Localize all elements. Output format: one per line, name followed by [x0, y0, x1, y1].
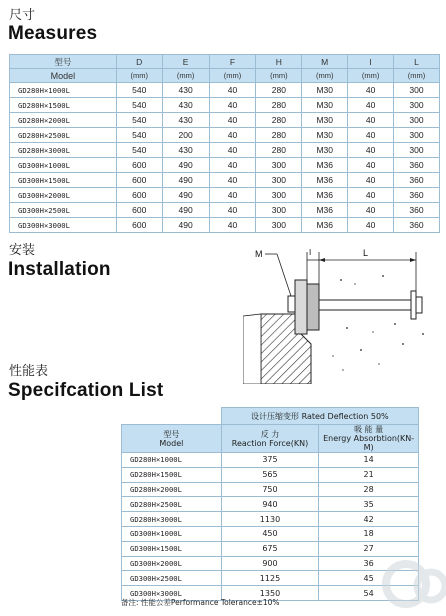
value-cell: 540: [116, 143, 162, 158]
model-cell: GD280H×2000L: [122, 482, 222, 497]
measures-unit-row: [10, 69, 440, 83]
reaction-force-cell: 565: [221, 467, 319, 482]
value-cell: 490: [162, 218, 209, 233]
concrete-aggregate: [332, 275, 424, 371]
model-cell: GD280H×2000L: [10, 113, 117, 128]
value-cell: 40: [209, 83, 256, 98]
table-row: [10, 218, 440, 233]
model-cell: GD280H×2500L: [10, 128, 117, 143]
value-cell: 300: [256, 173, 302, 188]
installation-diagram: [243, 244, 441, 384]
model-cell: GD300H×2000L: [122, 556, 222, 571]
table-row: [10, 173, 440, 188]
value-cell: 540: [116, 98, 162, 113]
value-cell: 540: [116, 83, 162, 98]
fender-flange: [295, 280, 307, 334]
value-cell: 360: [394, 203, 440, 218]
value-cell: 280: [256, 98, 302, 113]
value-cell: 430: [162, 98, 209, 113]
value-cell: 40: [348, 218, 394, 233]
value-cell: 430: [162, 83, 209, 98]
installation-title-cn: 安装: [9, 243, 36, 258]
deflection-label: 设计压缩变形 Rated Deflection 50%: [221, 408, 418, 425]
value-cell: 360: [394, 218, 440, 233]
value-cell: 40: [209, 128, 256, 143]
value-cell: 40: [209, 173, 256, 188]
model-cell: GD280H×3000L: [10, 143, 117, 158]
spec-header-model: [122, 425, 222, 453]
table-row: [122, 512, 419, 527]
table-row: [10, 188, 440, 203]
unit-cell: (mm): [348, 69, 394, 83]
model-cell: GD280H×2500L: [122, 497, 222, 512]
value-cell: 40: [209, 158, 256, 173]
energy-cell: 54: [319, 586, 419, 601]
energy-cell: 18: [319, 526, 419, 541]
label-i: I: [309, 248, 312, 257]
anchor-bolt: [319, 300, 415, 310]
energy-cell: 45: [319, 571, 419, 586]
bolt-plate: [411, 291, 416, 319]
value-cell: M36: [302, 158, 348, 173]
table-row: [10, 128, 440, 143]
value-cell: 40: [348, 203, 394, 218]
value-cell: M30: [302, 98, 348, 113]
header-en: Reaction Force(KN): [231, 438, 309, 448]
energy-cell: 28: [319, 482, 419, 497]
energy-cell: 42: [319, 512, 419, 527]
model-cell: GD300H×1500L: [122, 541, 222, 556]
header-cell: M: [302, 55, 348, 69]
value-cell: 40: [348, 158, 394, 173]
value-cell: 600: [116, 158, 162, 173]
value-cell: 490: [162, 158, 209, 173]
reaction-force-cell: 675: [221, 541, 319, 556]
reaction-force-cell: 450: [221, 526, 319, 541]
spec-title: Specifcation List: [8, 380, 164, 401]
model-cell: GD300H×3000L: [10, 218, 117, 233]
value-cell: 40: [348, 83, 394, 98]
header-cell: F: [209, 55, 256, 69]
value-cell: 300: [256, 188, 302, 203]
watermark-logo: [376, 546, 446, 616]
table-row: [10, 143, 440, 158]
value-cell: 40: [348, 98, 394, 113]
value-cell: M36: [302, 173, 348, 188]
value-cell: 200: [162, 128, 209, 143]
value-cell: 600: [116, 218, 162, 233]
value-cell: 300: [256, 203, 302, 218]
value-cell: M30: [302, 113, 348, 128]
value-cell: 40: [209, 203, 256, 218]
header-cell: D: [116, 55, 162, 69]
value-cell: 40: [348, 128, 394, 143]
table-row: [122, 526, 419, 541]
energy-cell: 35: [319, 497, 419, 512]
label-m: M: [255, 249, 263, 259]
value-cell: 300: [394, 143, 440, 158]
model-cell: GD300H×1000L: [10, 158, 117, 173]
unit-cell: Model: [10, 69, 117, 83]
table-row: [122, 556, 419, 571]
reaction-force-cell: 375: [221, 453, 319, 468]
table-row: [122, 497, 419, 512]
bolt-nut: [416, 297, 422, 313]
value-cell: 540: [116, 113, 162, 128]
header-cell: I: [348, 55, 394, 69]
header-en: Energy Absorbtion(KN-M): [323, 434, 415, 452]
model-cell: GD280H×1500L: [122, 467, 222, 482]
value-cell: M30: [302, 128, 348, 143]
energy-cell: 27: [319, 541, 419, 556]
unit-cell: (mm): [162, 69, 209, 83]
measures-title-cn: 尺寸: [9, 8, 36, 23]
model-cell: GD300H×3000L: [122, 586, 222, 601]
table-row: [122, 541, 419, 556]
energy-cell: 36: [319, 556, 419, 571]
value-cell: M30: [302, 83, 348, 98]
unit-cell: (mm): [209, 69, 256, 83]
value-cell: 40: [348, 143, 394, 158]
value-cell: 300: [394, 98, 440, 113]
value-cell: M30: [302, 143, 348, 158]
reaction-force-cell: 1350: [221, 586, 319, 601]
header-cell: E: [162, 55, 209, 69]
value-cell: 300: [394, 83, 440, 98]
value-cell: 300: [256, 158, 302, 173]
value-cell: M36: [302, 188, 348, 203]
value-cell: 40: [209, 113, 256, 128]
table-row: [10, 98, 440, 113]
value-cell: 40: [348, 188, 394, 203]
header-en: Model: [159, 438, 184, 448]
front-nut: [288, 296, 295, 312]
value-cell: 300: [394, 128, 440, 143]
label-l: L: [363, 248, 369, 258]
value-cell: 360: [394, 173, 440, 188]
measures-table: [9, 54, 440, 233]
header-cell: H: [256, 55, 302, 69]
reaction-force-cell: 900: [221, 556, 319, 571]
header-cell: L: [394, 55, 440, 69]
model-cell: GD280H×1000L: [122, 453, 222, 468]
value-cell: 300: [394, 113, 440, 128]
value-cell: 540: [116, 128, 162, 143]
unit-cell: (mm): [116, 69, 162, 83]
table-row: [10, 113, 440, 128]
value-cell: 360: [394, 158, 440, 173]
model-cell: GD280H×1000L: [10, 83, 117, 98]
model-cell: GD300H×1000L: [122, 526, 222, 541]
measures-title: Measures: [8, 23, 98, 44]
model-cell: GD280H×3000L: [122, 512, 222, 527]
spec-table: [121, 407, 419, 601]
value-cell: 40: [348, 173, 394, 188]
model-cell: GD280H×1500L: [10, 98, 117, 113]
measures-header-row: [10, 55, 440, 69]
value-cell: 40: [209, 218, 256, 233]
table-row: [122, 467, 419, 482]
tolerance-note: 备注: 性能公差Performance Tolerance±10%: [121, 598, 280, 607]
value-cell: 430: [162, 113, 209, 128]
value-cell: 430: [162, 143, 209, 158]
value-cell: 600: [116, 203, 162, 218]
table-row: [122, 482, 419, 497]
model-cell: GD300H×1500L: [10, 173, 117, 188]
value-cell: 40: [209, 143, 256, 158]
wall-face: [243, 314, 261, 384]
unit-cell: (mm): [302, 69, 348, 83]
value-cell: 600: [116, 173, 162, 188]
unit-cell: (mm): [256, 69, 302, 83]
reaction-force-cell: 1130: [221, 512, 319, 527]
value-cell: 280: [256, 113, 302, 128]
model-cell: GD300H×2000L: [10, 188, 117, 203]
installation-title: Installation: [8, 259, 111, 280]
spec-header-row: [122, 425, 419, 453]
value-cell: 40: [209, 188, 256, 203]
unit-cell: (mm): [394, 69, 440, 83]
reaction-force-cell: 750: [221, 482, 319, 497]
model-cell: GD300H×2500L: [122, 571, 222, 586]
value-cell: M36: [302, 218, 348, 233]
value-cell: 280: [256, 128, 302, 143]
reaction-force-cell: 940: [221, 497, 319, 512]
header-cn: 吸 能 量: [354, 425, 384, 434]
model-cell: GD300H×2500L: [10, 203, 117, 218]
table-row: [122, 453, 419, 468]
spec-header-force: [221, 425, 319, 453]
header-cell: 型号: [10, 55, 117, 69]
value-cell: 280: [256, 143, 302, 158]
table-row: [122, 571, 419, 586]
value-cell: 300: [256, 218, 302, 233]
value-cell: 490: [162, 203, 209, 218]
spec-header-energy: [319, 425, 419, 453]
table-row: [10, 158, 440, 173]
value-cell: 490: [162, 188, 209, 203]
value-cell: M36: [302, 203, 348, 218]
value-cell: 600: [116, 188, 162, 203]
table-row: [10, 83, 440, 98]
deflection-row: [122, 408, 419, 425]
reaction-force-cell: 1125: [221, 571, 319, 586]
energy-cell: 14: [319, 453, 419, 468]
value-cell: 360: [394, 188, 440, 203]
value-cell: 40: [348, 113, 394, 128]
header-cn: 反 力: [260, 429, 280, 439]
table-row: [10, 203, 440, 218]
energy-cell: 21: [319, 467, 419, 482]
value-cell: 280: [256, 83, 302, 98]
spec-title-cn: 性能表: [9, 364, 49, 379]
header-cn: 型号: [163, 429, 180, 439]
value-cell: 490: [162, 173, 209, 188]
value-cell: 40: [209, 98, 256, 113]
fender-body: [307, 284, 319, 330]
